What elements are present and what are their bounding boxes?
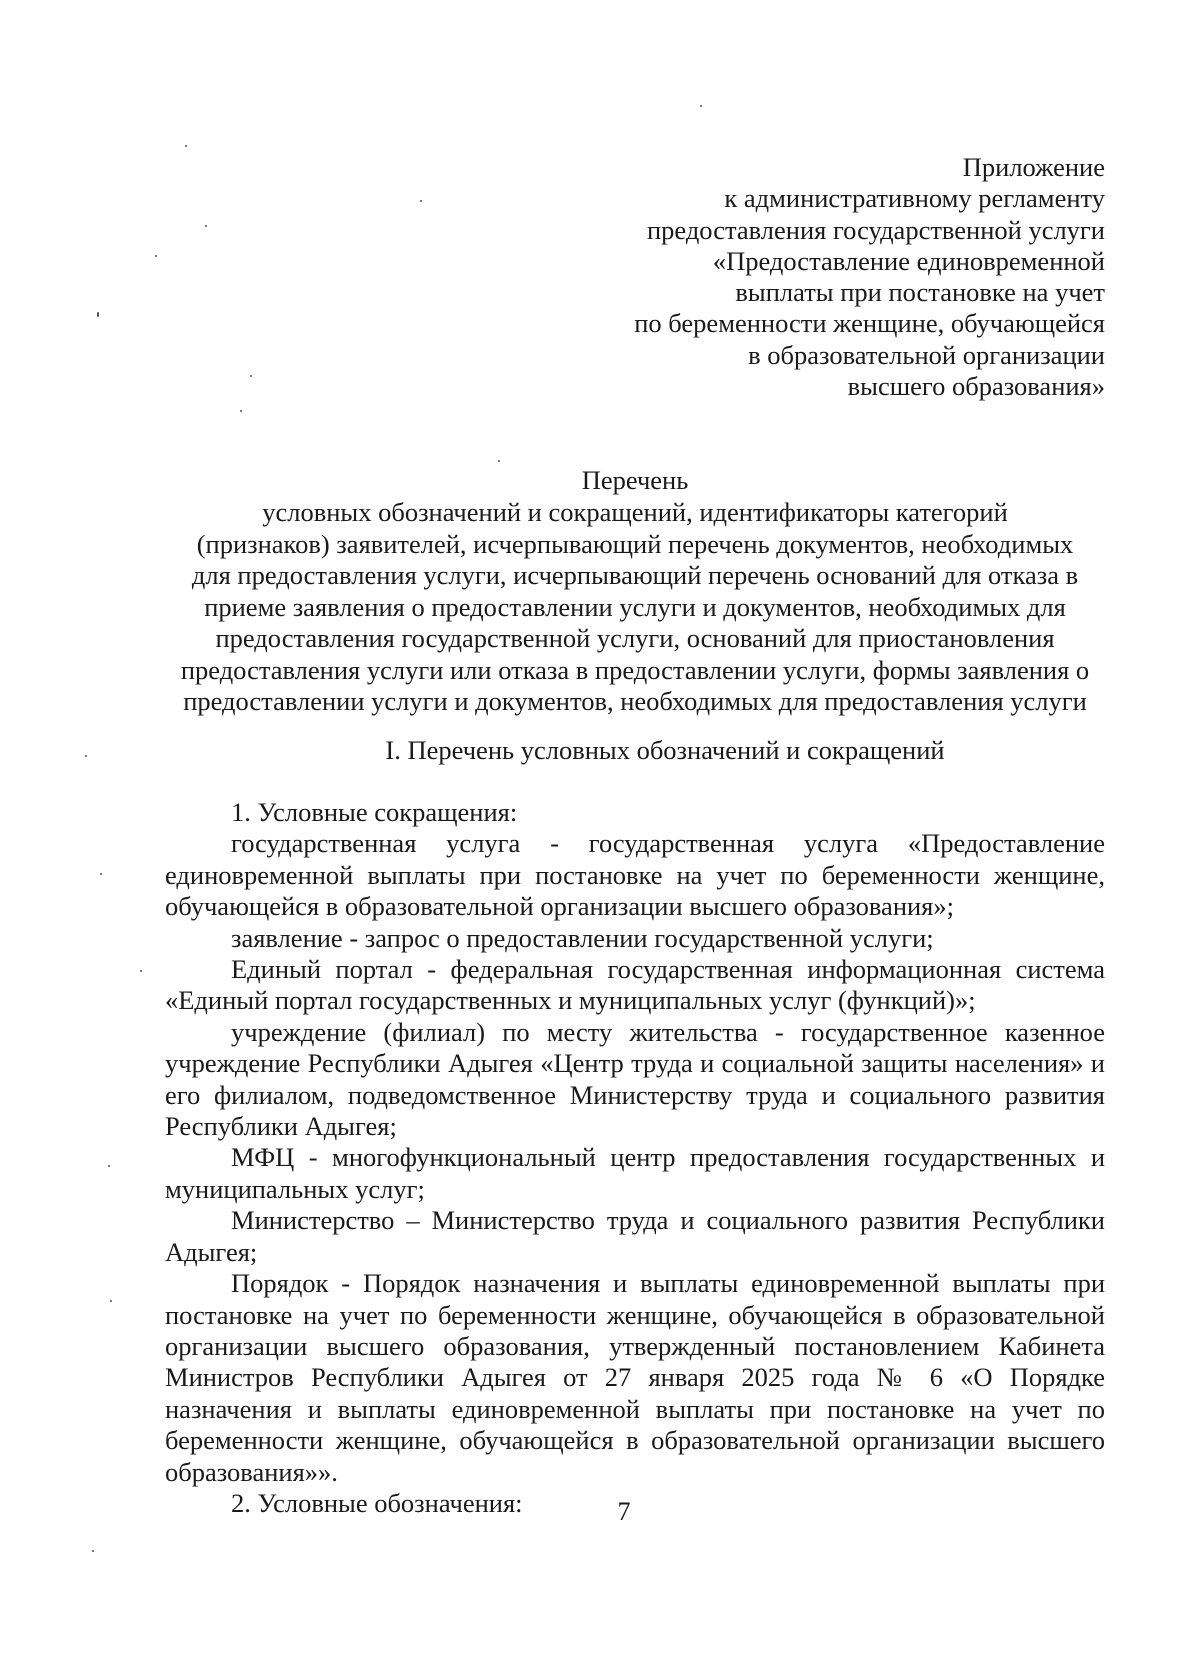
subtitle-line: (признаков) заявителей, исчерпывающий перечень документов, необходимых	[196, 528, 1074, 559]
section-body	[165, 797, 1105, 1519]
section-heading: I. Перечень условных обозначений и сокращений	[385, 735, 945, 765]
paragraph: Единый портал - федеральная государственная информационная система «Единый портал государственных и муниципальных услуг (функций)»;	[165, 954, 1105, 1016]
scan-speck	[110, 1300, 112, 1302]
subtitle-line: приеме заявления о предоставлении услуги и документов, необходимых для	[204, 591, 1066, 622]
subtitle-line: для предоставления услуги, исчерпывающий перечень оснований для отказа в	[191, 560, 1079, 590]
scan-speck	[97, 312, 99, 317]
scan-speck	[700, 105, 702, 107]
page-number: 7	[617, 1497, 631, 1526]
subtitle-line: предоставления услуги или отказа в предоставлении услуги, формы заявления о	[180, 654, 1090, 685]
paragraph: 2. Условные обозначения:	[231, 1487, 523, 1518]
scan-speck	[140, 970, 142, 972]
paragraph: заявление - запрос о предоставлении государственной услуги;	[231, 922, 934, 953]
scan-speck	[185, 145, 187, 147]
scan-speck	[250, 375, 252, 377]
appendix-line: Приложение	[962, 152, 1105, 182]
appendix-line: по беременности женщине, обучающейся	[634, 308, 1105, 339]
paragraph: Порядок - Порядок назначения и выплаты единовременной выплаты при постановке на учет по беременности женщине, обучающейся в образовательной организации высшего образования, утвержденный постановлением Кабинета Министров Республики Адыгея от 27 января 2025 года № 6 «О Порядке назначения и выплаты единовременной выплаты при постановке на учет по беременности женщине, обучающейся в образовательной организации высшего образования»».	[165, 1268, 1105, 1487]
scan-speck	[155, 255, 157, 257]
paragraph: МФЦ - многофункциональный центр предоставления государственных и муниципальных услуг;	[165, 1142, 1105, 1204]
appendix-line: выплаты при постановке на учет	[735, 277, 1105, 308]
subtitle-line: предоставления государственной услуги, оснований для приостановления	[215, 623, 1055, 653]
appendix-line: высшего образования»	[847, 371, 1105, 402]
appendix-line: «Предоставление единовременной	[712, 245, 1105, 276]
scan-speck	[240, 410, 242, 412]
scan-speck	[108, 1165, 110, 1167]
document-title: Перечень	[581, 465, 689, 495]
paragraph: государственная услуга - государственная услуга «Предоставление единовременной выплаты при постановке на учет по беременности женщине, обучающейся в образовательной организации высшего образования»;	[165, 828, 1105, 922]
scan-speck	[100, 873, 102, 875]
scan-speck	[420, 200, 422, 202]
subtitle-line: предоставлении услуги и документов, необходимых для предоставления услуги	[183, 686, 1087, 716]
appendix-line: в образовательной организации	[748, 339, 1105, 370]
paragraph: учреждение (филиал) по месту жительства - государственное казенное учреждение Республики Адыгея «Центр труда и социальной защиты населения» и его филиалом, подведомственное Министерству труда и социального развития Республики Адыгея;	[165, 1016, 1105, 1142]
paragraph: Министерство – Министерство труда и социального развития Республики Адыгея;	[165, 1205, 1105, 1267]
appendix-header	[545, 152, 1105, 402]
scan-speck	[92, 1550, 94, 1552]
paragraph: 1. Условные сокращения:	[231, 797, 518, 827]
document-subtitle	[160, 497, 1110, 718]
subtitle-line: условных обозначений и сокращений, идентификаторы категорий	[262, 497, 1008, 527]
appendix-line: к административному регламенту	[724, 183, 1105, 214]
appendix-line: предоставления государственной услуги	[646, 214, 1105, 245]
scan-speck	[205, 225, 207, 227]
scan-speck	[498, 460, 500, 462]
scan-speck	[85, 755, 87, 757]
